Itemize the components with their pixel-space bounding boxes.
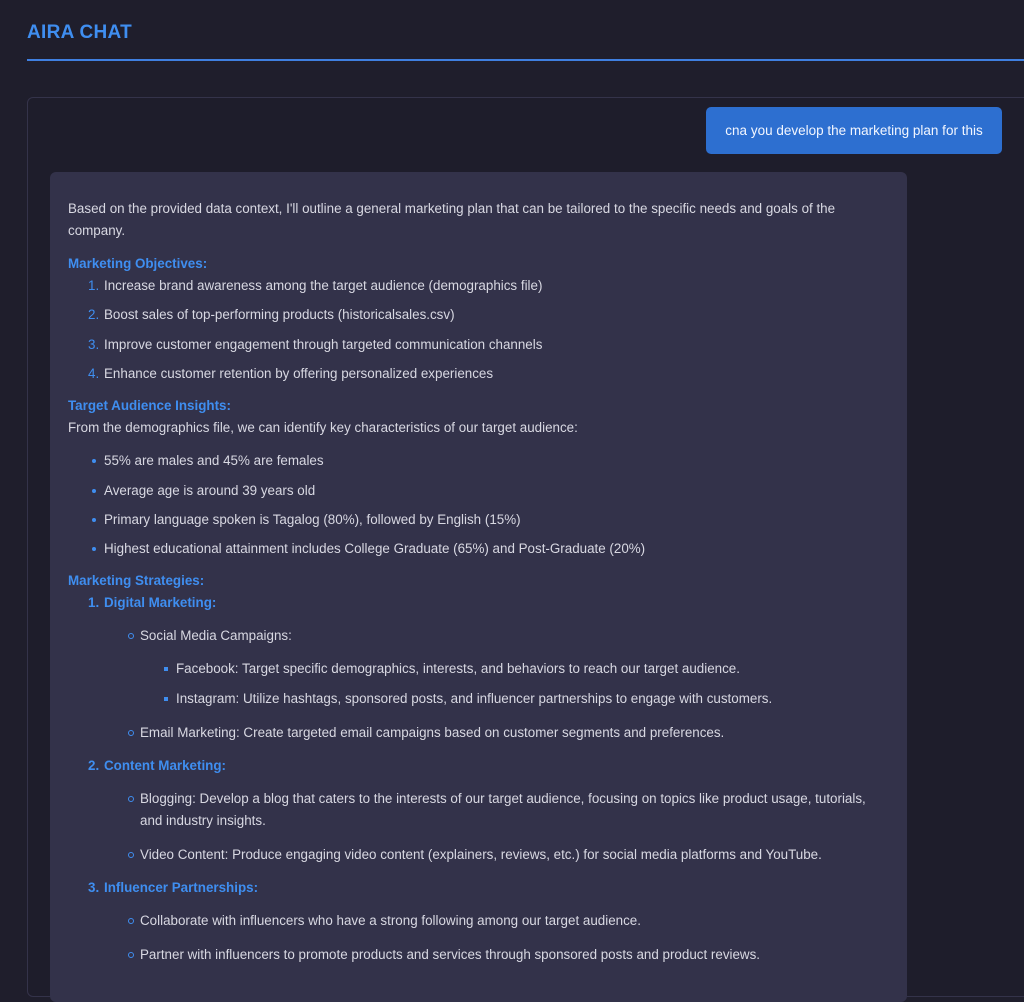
user-message-bubble (706, 107, 1002, 154)
list-item: Video Content: Produce engaging video content (explainers, reviews, etc.) for social media platforms and YouTube. (104, 844, 889, 866)
assistant-intro: Based on the provided data context, I'll outline a general marketing plan that can be tailored to the specific needs and goals of the company. (68, 201, 836, 238)
list-item: Average age is around 39 years old (68, 480, 889, 502)
app-header (27, 0, 1024, 62)
assistant-message-bubble (50, 172, 907, 1002)
list-item: Highest educational attainment includes College Graduate (65%) and Post-Graduate (20%) (68, 538, 889, 560)
audience-heading: Target Audience Insights: (68, 398, 231, 414)
objectives-heading: Marketing Objectives: (68, 256, 208, 271)
header-divider (27, 59, 1024, 61)
list-item: Primary language spoken is Tagalog (80%), followed by English (15%) (68, 509, 889, 531)
strategy-title: Influencer Partnerships: (104, 880, 259, 896)
list-item: 3. Improve customer engagement through targeted communication channels (88, 336, 543, 352)
list-item: Partner with influencers to promote products and services through sponsored posts and product reviews. (104, 944, 889, 966)
app-title: AIRA CHAT (27, 22, 133, 43)
list-item: Social Media Campaigns: Facebook: Target specific demographics, interests, and behaviors to reach our target audience. Instagram: Utilize hashtags, sponsored posts, and influencer partnerships to engage with customers. (104, 625, 889, 710)
list-item: Collaborate with influencers who have a strong following among our target audience. (104, 910, 889, 932)
strategy-influencer-partnerships: 3. Influencer Partnerships: Collaborate with influencers who have a strong following among our target audience. Partner with influencers to promote products and services through sponsored posts and product reviews. (68, 877, 889, 966)
strategies-list (68, 592, 889, 966)
list-item: 55% are males and 45% are females (68, 450, 889, 472)
list-item: 4. Enhance customer retention by offering personalized experiences (88, 366, 494, 382)
strategy-title: Content Marketing: (104, 758, 226, 774)
user-message-text: cna you develop the marketing plan for this (725, 123, 983, 138)
audience-list (68, 450, 889, 560)
strategy-title: Digital Marketing: (104, 595, 217, 611)
list-item: Blogging: Develop a blog that caters to the interests of our target audience, focusing on topics like product usage, tutorials, and industry insights. (104, 788, 889, 832)
list-item: 1. Increase brand awareness among the target audience (demographics file) (88, 278, 543, 293)
strategy-content-marketing: 2. Content Marketing: Blogging: Develop a blog that caters to the interests of our target audience, focusing on topics like product usage, tutorials, and industry insights. Video Content: Produce engaging video content (explainers, reviews, etc.) for social media platforms and YouTube. (68, 755, 889, 866)
objectives-list (68, 275, 889, 385)
list-item: Email Marketing: Create targeted email campaigns based on customer segments and preferences. (104, 722, 889, 744)
strategy-digital-marketing: 1. Digital Marketing: Social Media Campaigns: Facebook: Target specific demographics, interests, and behaviors to reach our target audience. Instagram: Utilize hashtags, sponsored posts, and influencer partnerships to engage with customers. Email Marketing: Create targeted email campaigns based on customer segments and preferences. (68, 592, 889, 744)
list-item: Instagram: Utilize hashtags, sponsored posts, and influencer partnerships to engage with customers. (140, 688, 889, 710)
audience-lead: From the demographics file, we can identify key characteristics of our target audience: (68, 420, 578, 436)
list-item: Facebook: Target specific demographics, interests, and behaviors to reach our target audience. (140, 658, 889, 680)
list-item: 2. Boost sales of top-performing products (historicalsales.csv) (88, 307, 455, 323)
strategies-heading: Marketing Strategies: (68, 573, 205, 589)
